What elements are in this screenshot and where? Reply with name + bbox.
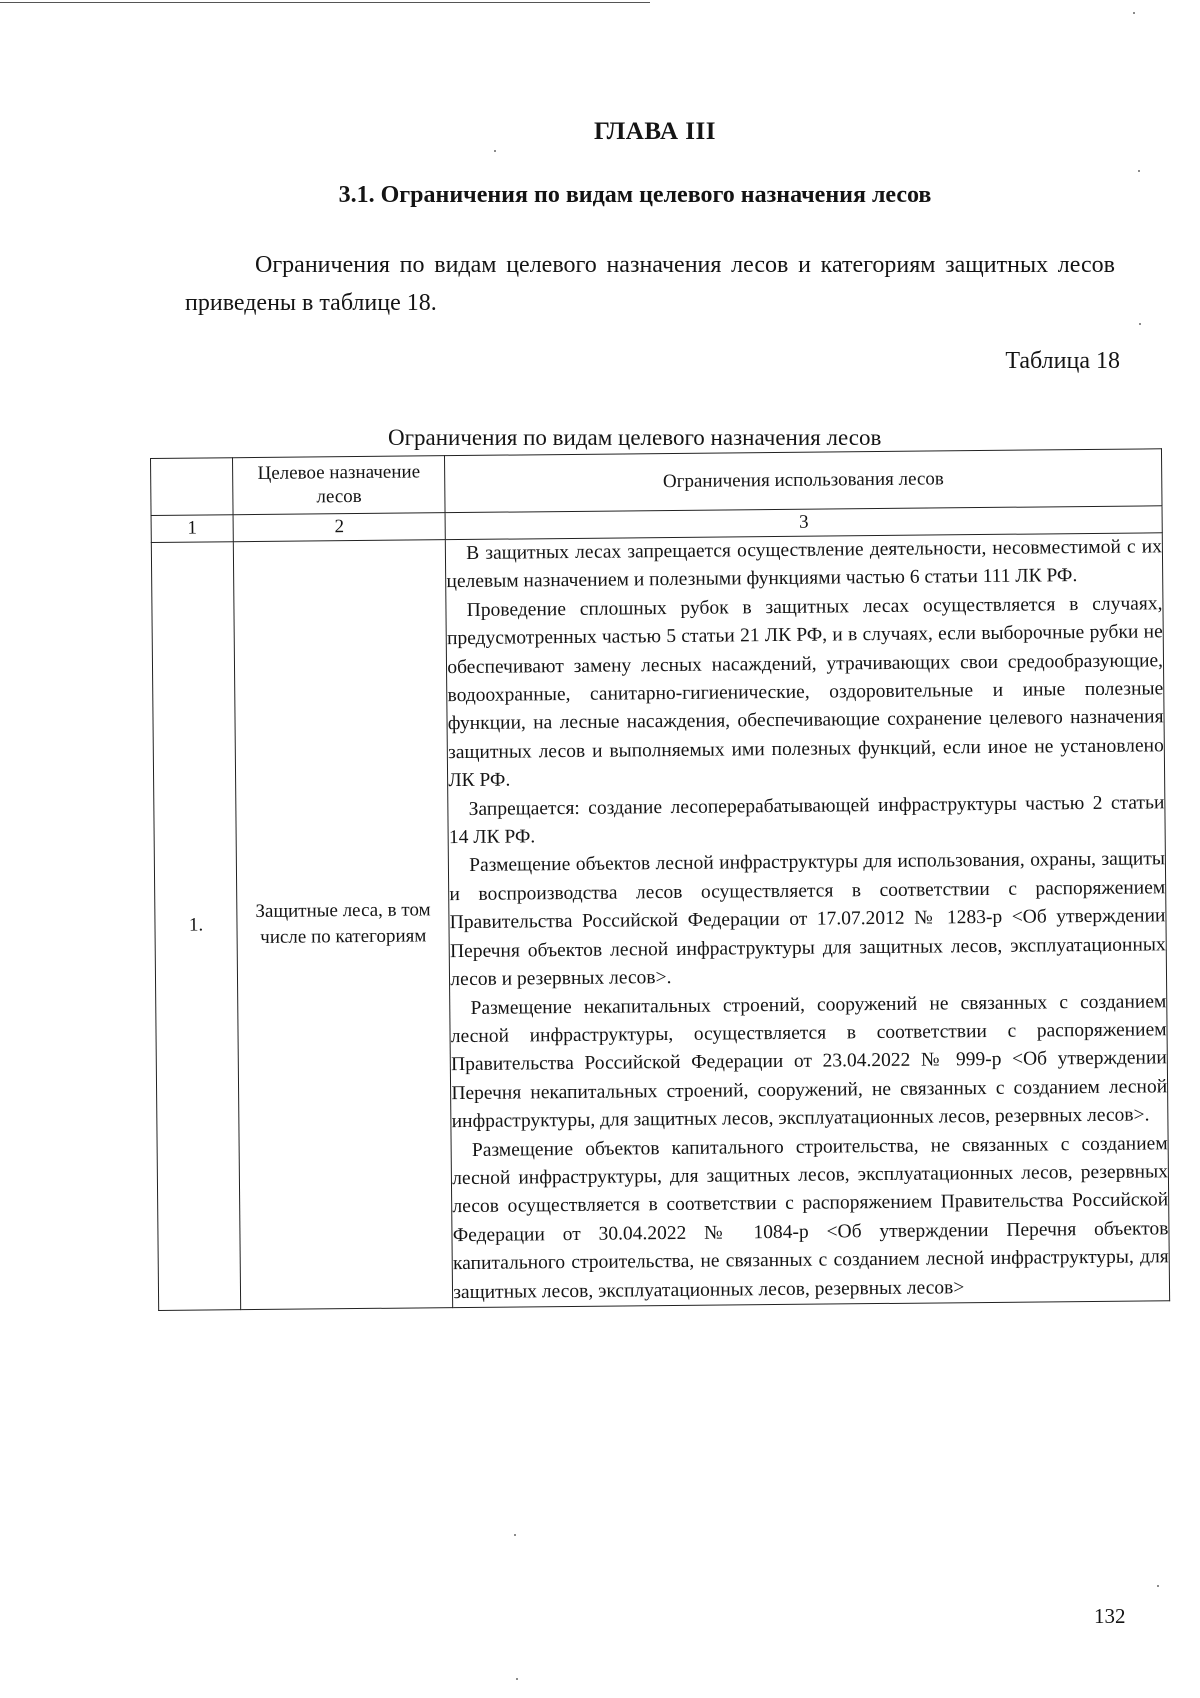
chapter-title: ГЛАВА III <box>594 118 716 145</box>
restriction-paragraph: В защитных лесах запрещается осуществление деятельности, несовместимой с их целевым назначением и полезными функциями частью 6 статьи 111 ЛК РФ. <box>446 536 1162 593</box>
restriction-paragraph: Размещение объектов лесной инфраструктуры для использования, охраны, защиты и воспроизводства лесов осуществляется в соответствии с распоряжением Правительства Российской Федерации от 17.07.2012 № 1283-р <Об утверждении Перечня объектов лесной инфраструктуры для защитных лесов, эксплуатационных лесов и резервных лесов>. <box>449 848 1166 991</box>
restriction-paragraph: Размещение некапитальных строений, сооружений не связанных с созданием лесной инфраструктуры, осуществляется в соответствии с распоряжением Правительства Российской Федерации от 23.04.2022 № 999-р <Об утверждении Перечня некапитальных строений, сооружений, не связанных с созданием лесной инфраструктуры, для защитных лесов, эксплуатационных лесов, резервных лесов>. <box>450 990 1168 1133</box>
restriction-paragraph: Размещение объектов капитального строительства, не связанных с созданием лесной инфраструктуры, для защитных лесов, эксплуатационных лесов, резервных лесов осуществляется в соответствии с распоряжением Правительства Российской Федерации от 30.04.2022 № 1084-р <Об утверждении Перечня объектов капитального строительства, не связанных с созданием лесной инфраструктуры, для защитных лесов, эксплуатационных лесов, резервных лесов> <box>452 1132 1169 1303</box>
header-cell-restrictions: Ограничения использования лесов <box>445 449 1162 513</box>
scan-speck <box>1133 12 1135 14</box>
scan-speck <box>1139 323 1141 325</box>
header-cell-number <box>151 458 234 516</box>
scan-speck <box>494 150 496 152</box>
column-number-1: 1 <box>151 515 233 543</box>
restrictions-table <box>150 448 1170 1311</box>
header-cell-purpose: Целевое назначение лесов <box>233 456 446 515</box>
scan-speck <box>1157 1585 1159 1587</box>
scan-speck <box>1138 170 1140 172</box>
forest-purpose: Защитные леса, в том числе по категориям <box>233 540 453 1310</box>
scan-speck <box>516 1678 518 1680</box>
page-number: 132 <box>1094 1604 1126 1628</box>
intro-paragraph: Ограничения по видам целевого назначения лесов и категориям защитных лесов приведены в таблице 18. <box>185 252 1115 316</box>
restrictions-cell <box>446 533 1170 1308</box>
section-title: 3.1. Ограничения по видам целевого назначения лесов <box>338 182 932 208</box>
table-caption: Ограничения по видам целевого назначения лесов <box>388 425 882 450</box>
scan-top-rule <box>0 2 650 3</box>
table-header-row <box>151 449 1163 516</box>
restriction-paragraph: Проведение сплошных рубок в защитных лесах осуществляется в случаях, предусмотренных частью 5 статьи 21 ЛК РФ, и в случаях, если выборочные рубки не обеспечивают замену лесных насаждений, утрачивающих свои средообразующие, водоохранные, санитарно-гигиенические, оздоровительные и иные полезные функции, на лесные насаждения, обеспечивающие сохранение целевого назначения защитных лесов и выполняемых ими полезных функций, если иное не установлено ЛК РФ. <box>446 593 1164 792</box>
row-number: 1. <box>151 542 240 1311</box>
table-row <box>151 533 1169 1311</box>
column-number-2: 2 <box>233 513 445 542</box>
scan-speck <box>514 1534 516 1536</box>
restriction-paragraph: Запрещается: создание лесоперерабатывающей инфраструктуры частью 2 статьи 14 ЛК РФ. <box>448 791 1165 849</box>
table-number: Таблица 18 <box>1005 348 1120 374</box>
column-number-3: 3 <box>445 506 1162 540</box>
